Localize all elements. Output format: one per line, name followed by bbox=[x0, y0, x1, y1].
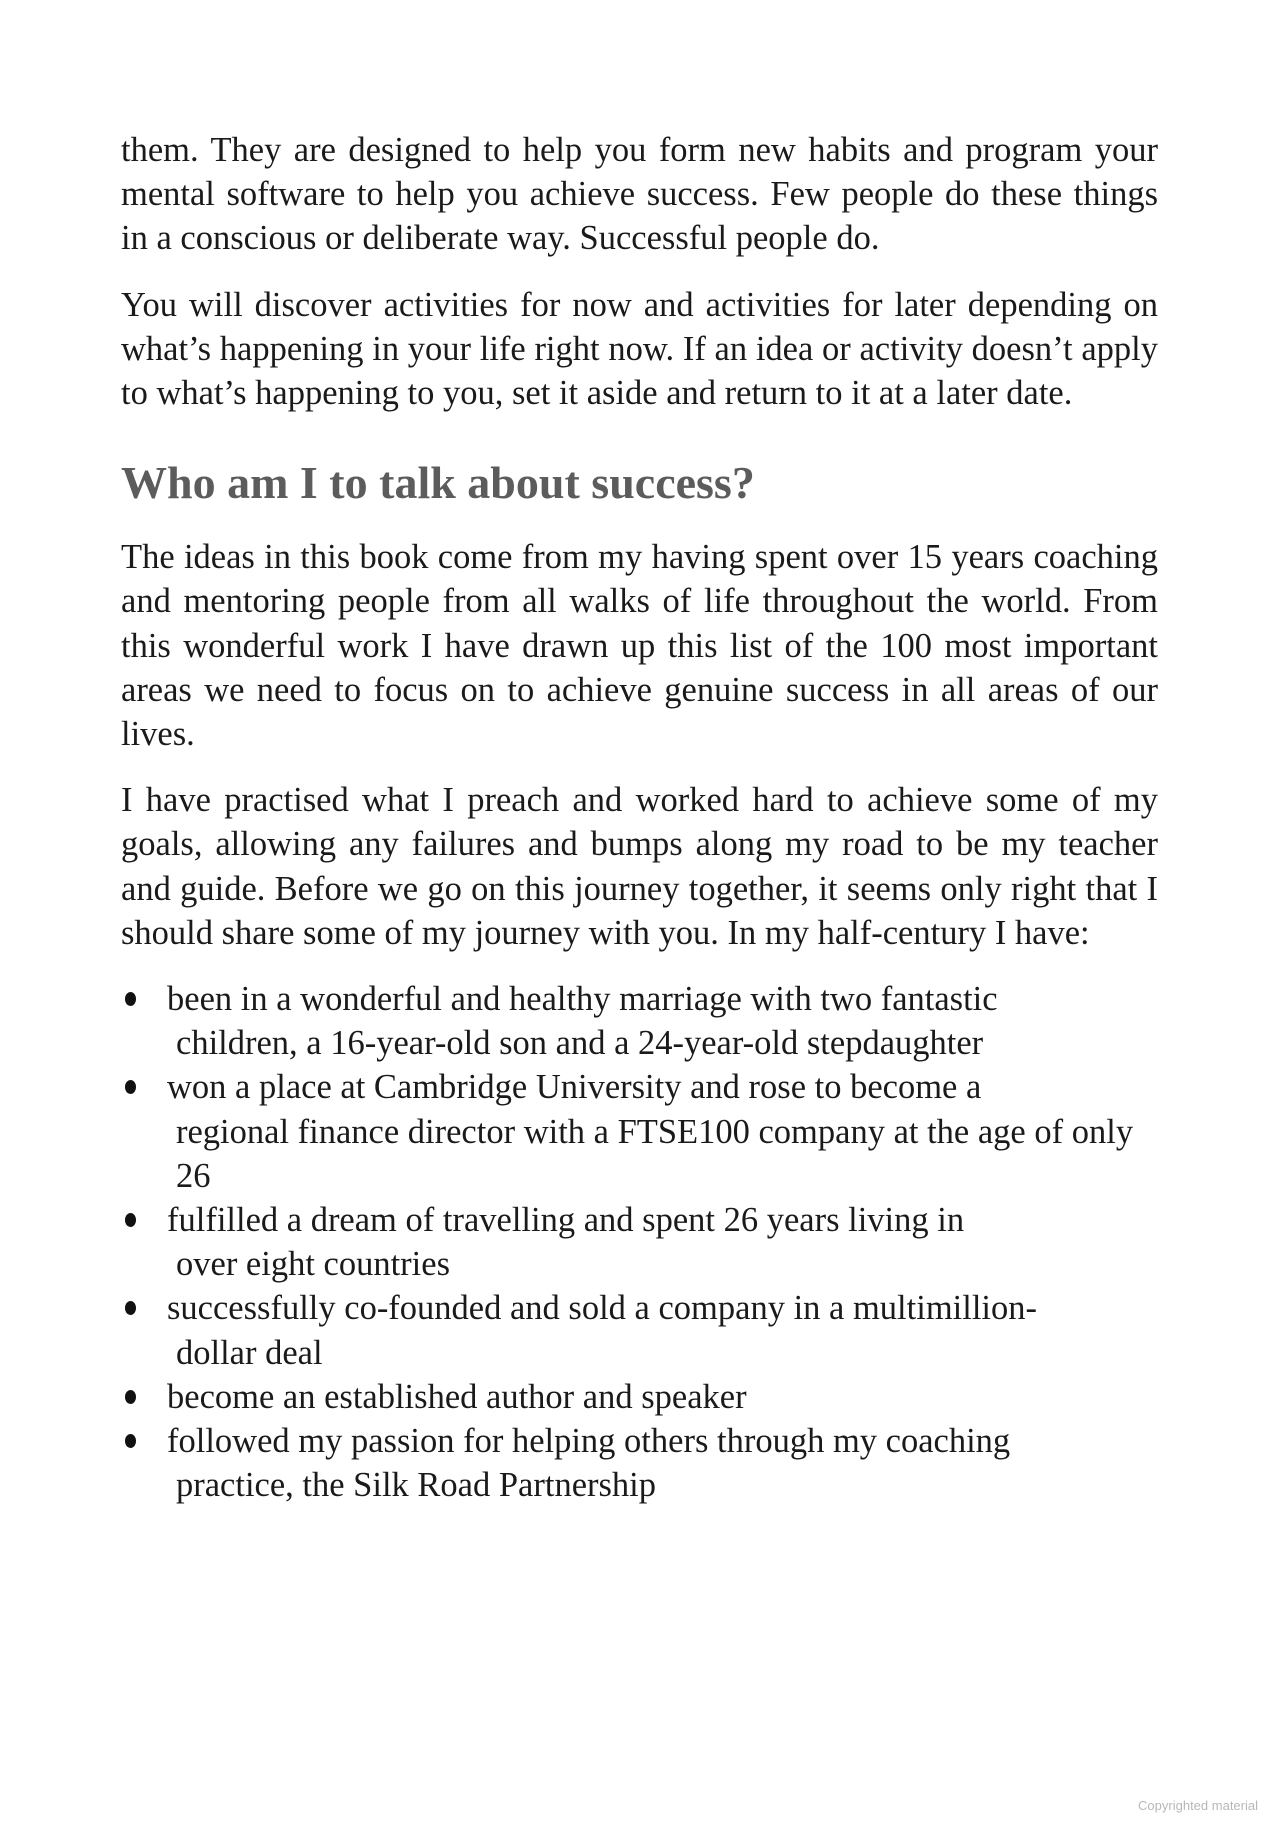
paragraph-practised: I have practised what I preach and worked hard to achieve some of my goals, allowing any failures and bumps along my road to be my teacher and guide. Before we go on this journey together, it seems only right that I should share some of my journey with you. In my half-century I have: bbox=[121, 781, 1158, 952]
list-item bbox=[121, 1065, 1158, 1198]
list-item bbox=[121, 1286, 1158, 1374]
achievements-list bbox=[121, 977, 1158, 1507]
list-item-text-cont: regional finance director with a FTSE100 company at the age of only 26 bbox=[176, 1112, 1134, 1195]
list-item-text-cont: dollar deal bbox=[176, 1333, 323, 1372]
bullet-icon bbox=[125, 1434, 136, 1448]
bullet-icon bbox=[125, 992, 136, 1006]
paragraph-activities: You will discover activities for now and activities for later depending on what’s happening in your life right now. If an idea or activity doesn’t apply to what’s happening to you, set it aside and return to it at a later date. bbox=[121, 285, 1158, 413]
book-page bbox=[121, 128, 1158, 1507]
bullet-icon bbox=[125, 1390, 136, 1404]
list-item bbox=[121, 977, 1158, 1065]
list-item-text: become an established author and speaker bbox=[167, 1377, 747, 1416]
section-heading: Who am I to talk about success? bbox=[121, 457, 755, 509]
bullet-icon bbox=[125, 1213, 136, 1227]
list-item-text: fulfilled a dream of travelling and spent 26 years living in bbox=[167, 1201, 965, 1240]
list-item-text-cont: practice, the Silk Road Partnership bbox=[176, 1466, 657, 1505]
bullet-icon bbox=[125, 1301, 136, 1315]
list-item bbox=[121, 1419, 1158, 1507]
copyright-watermark: Copyrighted material bbox=[1138, 1798, 1258, 1813]
bullet-icon bbox=[125, 1080, 136, 1094]
list-item-text: successfully co-founded and sold a company in a multimillion- bbox=[167, 1289, 1037, 1328]
list-item-text: won a place at Cambridge University and rose to become a bbox=[167, 1068, 982, 1107]
list-item-text: been in a wonderful and healthy marriage with two fantastic bbox=[167, 980, 998, 1019]
list-item-text-cont: over eight countries bbox=[176, 1245, 450, 1284]
paragraph-habits: them. They are designed to help you form new habits and program your mental software to help you achieve success. Few people do these things in a conscious or deliberate way. Successful people do. bbox=[121, 131, 1158, 258]
list-item bbox=[121, 1198, 1158, 1286]
list-item-text: followed my passion for helping others through my coaching bbox=[167, 1422, 1011, 1461]
list-item-text-cont: children, a 16-year-old son and a 24-year-old stepdaughter bbox=[176, 1024, 984, 1063]
paragraph-ideas: The ideas in this book come from my having spent over 15 years coaching and mentoring people from all walks of life throughout the world. From this wonderful work I have drawn up this list of the 100 most important areas we need to focus on to achieve genuine success in all areas of our lives. bbox=[121, 538, 1158, 754]
list-item bbox=[121, 1375, 1158, 1419]
